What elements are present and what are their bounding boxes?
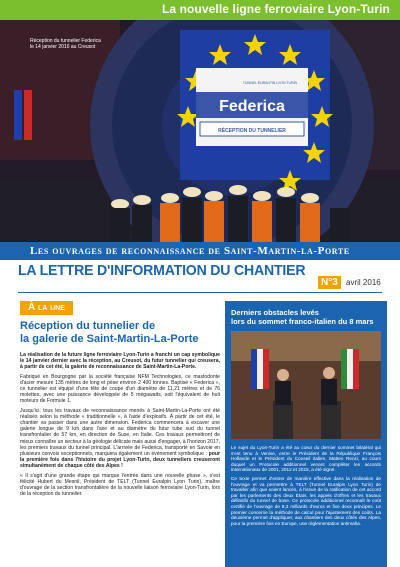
article-paragraph [20, 408, 220, 470]
article-paragraph-text: Jusqu'ici, tous les travaux de reconnaissance menés à Saint-Martin-La-Porte ont été réalisés selon la méthode « traditionnelle », à l'aide d'explosifs. À partir de cet été, le chantier va passer dans une autre dimension. Federica commencera à excaver une galerie longue de 9 km dans l'axe et au diamètre du futur tube sud du tunnel transfrontalier de 57 km, en direction de Suse, en Italie. Ces travaux permettront de mieux connaître un secteur à la géologie délicate mais aussi d'engager, à l'horizon 2017, les premiers travaux du tunnel principal. L'arrivée de Federica, transporté en Savoie en plusieurs convois exceptionnels, marquera également un événement symbolique : [20, 407, 220, 458]
logo-text: TUNNEL EURALPIN LYON TURIN [242, 81, 298, 85]
issue-date: avril 2016 [346, 278, 381, 287]
photo-caption-line: le 14 janvier 2016 au Creusot [30, 44, 96, 50]
issue-number: N°3 [318, 276, 341, 289]
tunnel-boring-machine-illustration [0, 20, 400, 242]
top-banner [0, 0, 400, 20]
newsletter-title: LA LETTRE D'INFORMATION DU CHANTIER [18, 262, 306, 279]
sidebar-paragraph: Le sujet du Lyon-Turin a été au cœur du dernier sommet bilatéral qui s'est tenu à Venise, entre le Président de la République François Hollande et le Président du Conseil italien, Matteo Renzi, au cours duquel un Protocole additionnel venant compléter les accords internationaux de 2001, 2012 et 2015, a été signé. [231, 445, 381, 473]
article-lead: La réalisation de la future ligne ferroviaire Lyon-Turin a franchi un cap symbolique le 14 janvier dernier avec la réception, au Creusot, du futur tunnelier qui creusera, à partir de cet été, la galerie de reconnaissance de Saint-Martin-La-Porte. [20, 352, 220, 371]
article-highlight: pour la première fois dans l'histoire du projet Lyon-Turin, deux tunneliers creuseront simultanément de chaque côté des Alpes ! [20, 451, 220, 470]
article-title-line: Réception du tunnelier de [20, 320, 156, 332]
issue-info [318, 276, 388, 290]
article-paragraph: « Il s'agit d'une grande étape qui marque l'entrée dans une nouvelle phase », s'est félicité Hubert du Mesnil, Président de TELT (Tunnel Euralpin Lyon Turin), maître d'ouvrage de la section transfrontalière de la nouvelle liaison ferroviaire Lyon-Turin, lors de la réception du tunnelier. [20, 472, 220, 498]
sidebar-body [231, 445, 381, 529]
banner-title: La nouvelle ligne ferroviaire Lyon-Turin [161, 2, 390, 16]
divider [18, 292, 382, 293]
article-paragraph: Fabriqué en Bourgogne par la société française NFM Technologies, ce mastodonte d'acier mesure 135 mètres de long et pèse environ 2 400 tonnes. Baptisé « Federica », ce tunnelier est équipé d'une tête de coupe d'un diamètre de 11,21 mètres et de 76 molettes, avec une puissance développée de 5 mégawatts, soit l'équivalent de huit moteurs de Formule 1. [20, 373, 220, 405]
article-title-line: la galerie de Saint-Martin-La-Porte [20, 333, 199, 345]
sidebar-title-line: lors du sommet franco-italien du 8 mars [231, 317, 374, 326]
photo-caption [30, 38, 110, 50]
machine-subtitle: RÉCEPTION DU TUNNELIER [218, 128, 286, 134]
section-strip [0, 242, 400, 260]
article-body [20, 352, 220, 500]
summit-photo-illustration [231, 331, 381, 439]
machine-name: Federica [219, 98, 285, 115]
summit-photo [231, 331, 381, 439]
sidebar-paragraph: Ce texte permet d'entrer de manière effective dans la réalisation de l'ouvrage et va permettre à TELT (Tunnel Euralpin Lyon Turin) de travailler afin que soient lancés, à l'issue de la ratification de cet accord par les parlements des deux États, les appels d'offres et les travaux définitifs du tunnel de base. Ce protocole additionnel reconnaît le coût certifié de l'ouvrage de 8,3 milliards d'euros et fixe deux principes. Le premier concerne la méthode de calcul pour l'ajustement des coûts. La deuxième permet d'appliquer, aux chantiers des deux côtés des Alpes, pour la première fois en Europe, une réglementation antimafia. [231, 475, 381, 526]
article-title [20, 320, 220, 346]
sidebar-article [225, 301, 387, 567]
sidebar-title-line: Derniers obstacles levés [231, 308, 319, 317]
photo-caption-line: Réception du tunnelier Federica [30, 38, 101, 44]
section-strip-text: Les ouvrages de reconnaissance de Saint-Martin-la-Porte [30, 245, 350, 257]
hero-photo [0, 20, 400, 242]
section-tag: À la une [20, 301, 73, 315]
sidebar-title [231, 308, 383, 326]
